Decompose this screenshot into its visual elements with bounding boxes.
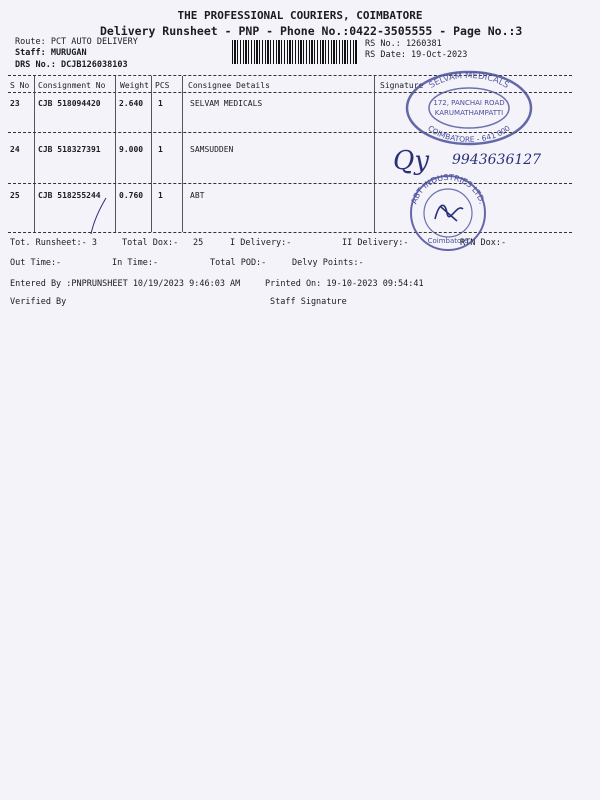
row-25-consignment: CJB 518255244 bbox=[38, 191, 101, 200]
row-25-pcs: 1 bbox=[158, 191, 163, 200]
row-25-weight: 0.760 bbox=[119, 191, 144, 200]
total-runsheet: Tot. Runsheet:- 3 bbox=[10, 238, 97, 248]
col-divider bbox=[115, 76, 116, 232]
rs-number: RS No.: 1260381 bbox=[365, 39, 442, 49]
handwritten-initials: Qy bbox=[393, 146, 430, 176]
row-23-consignment: CJB 518094420 bbox=[38, 99, 101, 108]
staff-label: Staff: MURUGAN bbox=[15, 48, 87, 58]
col-consignee: Consignee Details bbox=[188, 81, 270, 90]
col-divider bbox=[151, 76, 152, 232]
runsheet-subtitle: Delivery Runsheet - PNP - Phone No.:0422-3505555 - Page No.:3 bbox=[100, 24, 523, 38]
barcode bbox=[232, 40, 358, 64]
ii-delivery: II Delivery:- bbox=[342, 238, 409, 248]
abt-stamp bbox=[405, 173, 491, 253]
row-25-consignee: ABT bbox=[190, 191, 205, 200]
col-consignment: Consignment No bbox=[38, 81, 106, 90]
rtn-dox: RTN Dox:- bbox=[460, 238, 507, 248]
col-sno: S No bbox=[10, 81, 30, 90]
col-signature: Signature bbox=[380, 81, 424, 90]
verified-by: Verified By bbox=[10, 297, 67, 307]
printed-on: Printed On: 19-10-2023 09:54:41 bbox=[265, 279, 424, 289]
col-pcs: PCS bbox=[155, 81, 170, 90]
route-label: Route: PCT AUTO DELIVERY bbox=[15, 37, 138, 47]
drs-number: DRS No.: DCJB126038103 bbox=[15, 60, 128, 70]
company-title: THE PROFESSIONAL COURIERS, COIMBATORE bbox=[177, 9, 423, 22]
entered-by: Entered By :PNPRUNSHEET 10/19/2023 9:46:03 AM bbox=[10, 279, 241, 289]
row-23-weight: 2.640 bbox=[119, 99, 144, 108]
stamp-mid-text: 172, PANCHAI ROAD bbox=[433, 99, 505, 107]
row-25-sno: 25 bbox=[10, 191, 20, 200]
row-23-sno: 23 bbox=[10, 99, 20, 108]
handwritten-phone: 9943636127 bbox=[452, 152, 542, 168]
stamp-bottom-text: COIMBATORE - 641 000 bbox=[426, 123, 512, 145]
row-24-pcs: 1 bbox=[158, 145, 163, 154]
out-time: Out Time:- bbox=[10, 258, 62, 268]
abt-city-text: Coimbatore bbox=[427, 237, 469, 245]
in-time: In Time:- bbox=[112, 258, 159, 268]
total-dox: Total Dox:- bbox=[122, 238, 179, 248]
col-divider bbox=[374, 76, 375, 232]
i-delivery: I Delivery:- bbox=[230, 238, 292, 248]
rs-date: RS Date: 19-Oct-2023 bbox=[365, 50, 468, 60]
stamp-mid2-text: KARUMATHAMPATTI bbox=[434, 109, 504, 117]
stamp-top-text: SELVAM MEDICALS bbox=[427, 70, 511, 91]
row-23-consignee: SELVAM MEDICALS bbox=[190, 99, 263, 108]
col-weight: Weight bbox=[120, 81, 149, 90]
abt-ring-text: ABT INDUSTRIES LTD. bbox=[409, 173, 487, 206]
staff-signature-label: Staff Signature bbox=[270, 297, 347, 307]
selvam-medicals-stamp bbox=[403, 68, 535, 148]
delivery-points: Delvy Points:- bbox=[292, 258, 364, 268]
total-dox-value: 25 bbox=[193, 238, 204, 248]
total-pod: Total POD:- bbox=[210, 258, 267, 268]
abt-signature-mark bbox=[435, 205, 463, 221]
col-divider bbox=[34, 76, 35, 232]
row-24-sno: 24 bbox=[10, 145, 20, 154]
row-24-consignee: SAMSUDDEN bbox=[190, 145, 234, 154]
row-24-consignment: CJB 518327391 bbox=[38, 145, 101, 154]
col-divider bbox=[182, 76, 183, 232]
row-23-pcs: 1 bbox=[158, 99, 163, 108]
pen-stroke bbox=[88, 196, 110, 236]
row-24-weight: 9.000 bbox=[119, 145, 144, 154]
